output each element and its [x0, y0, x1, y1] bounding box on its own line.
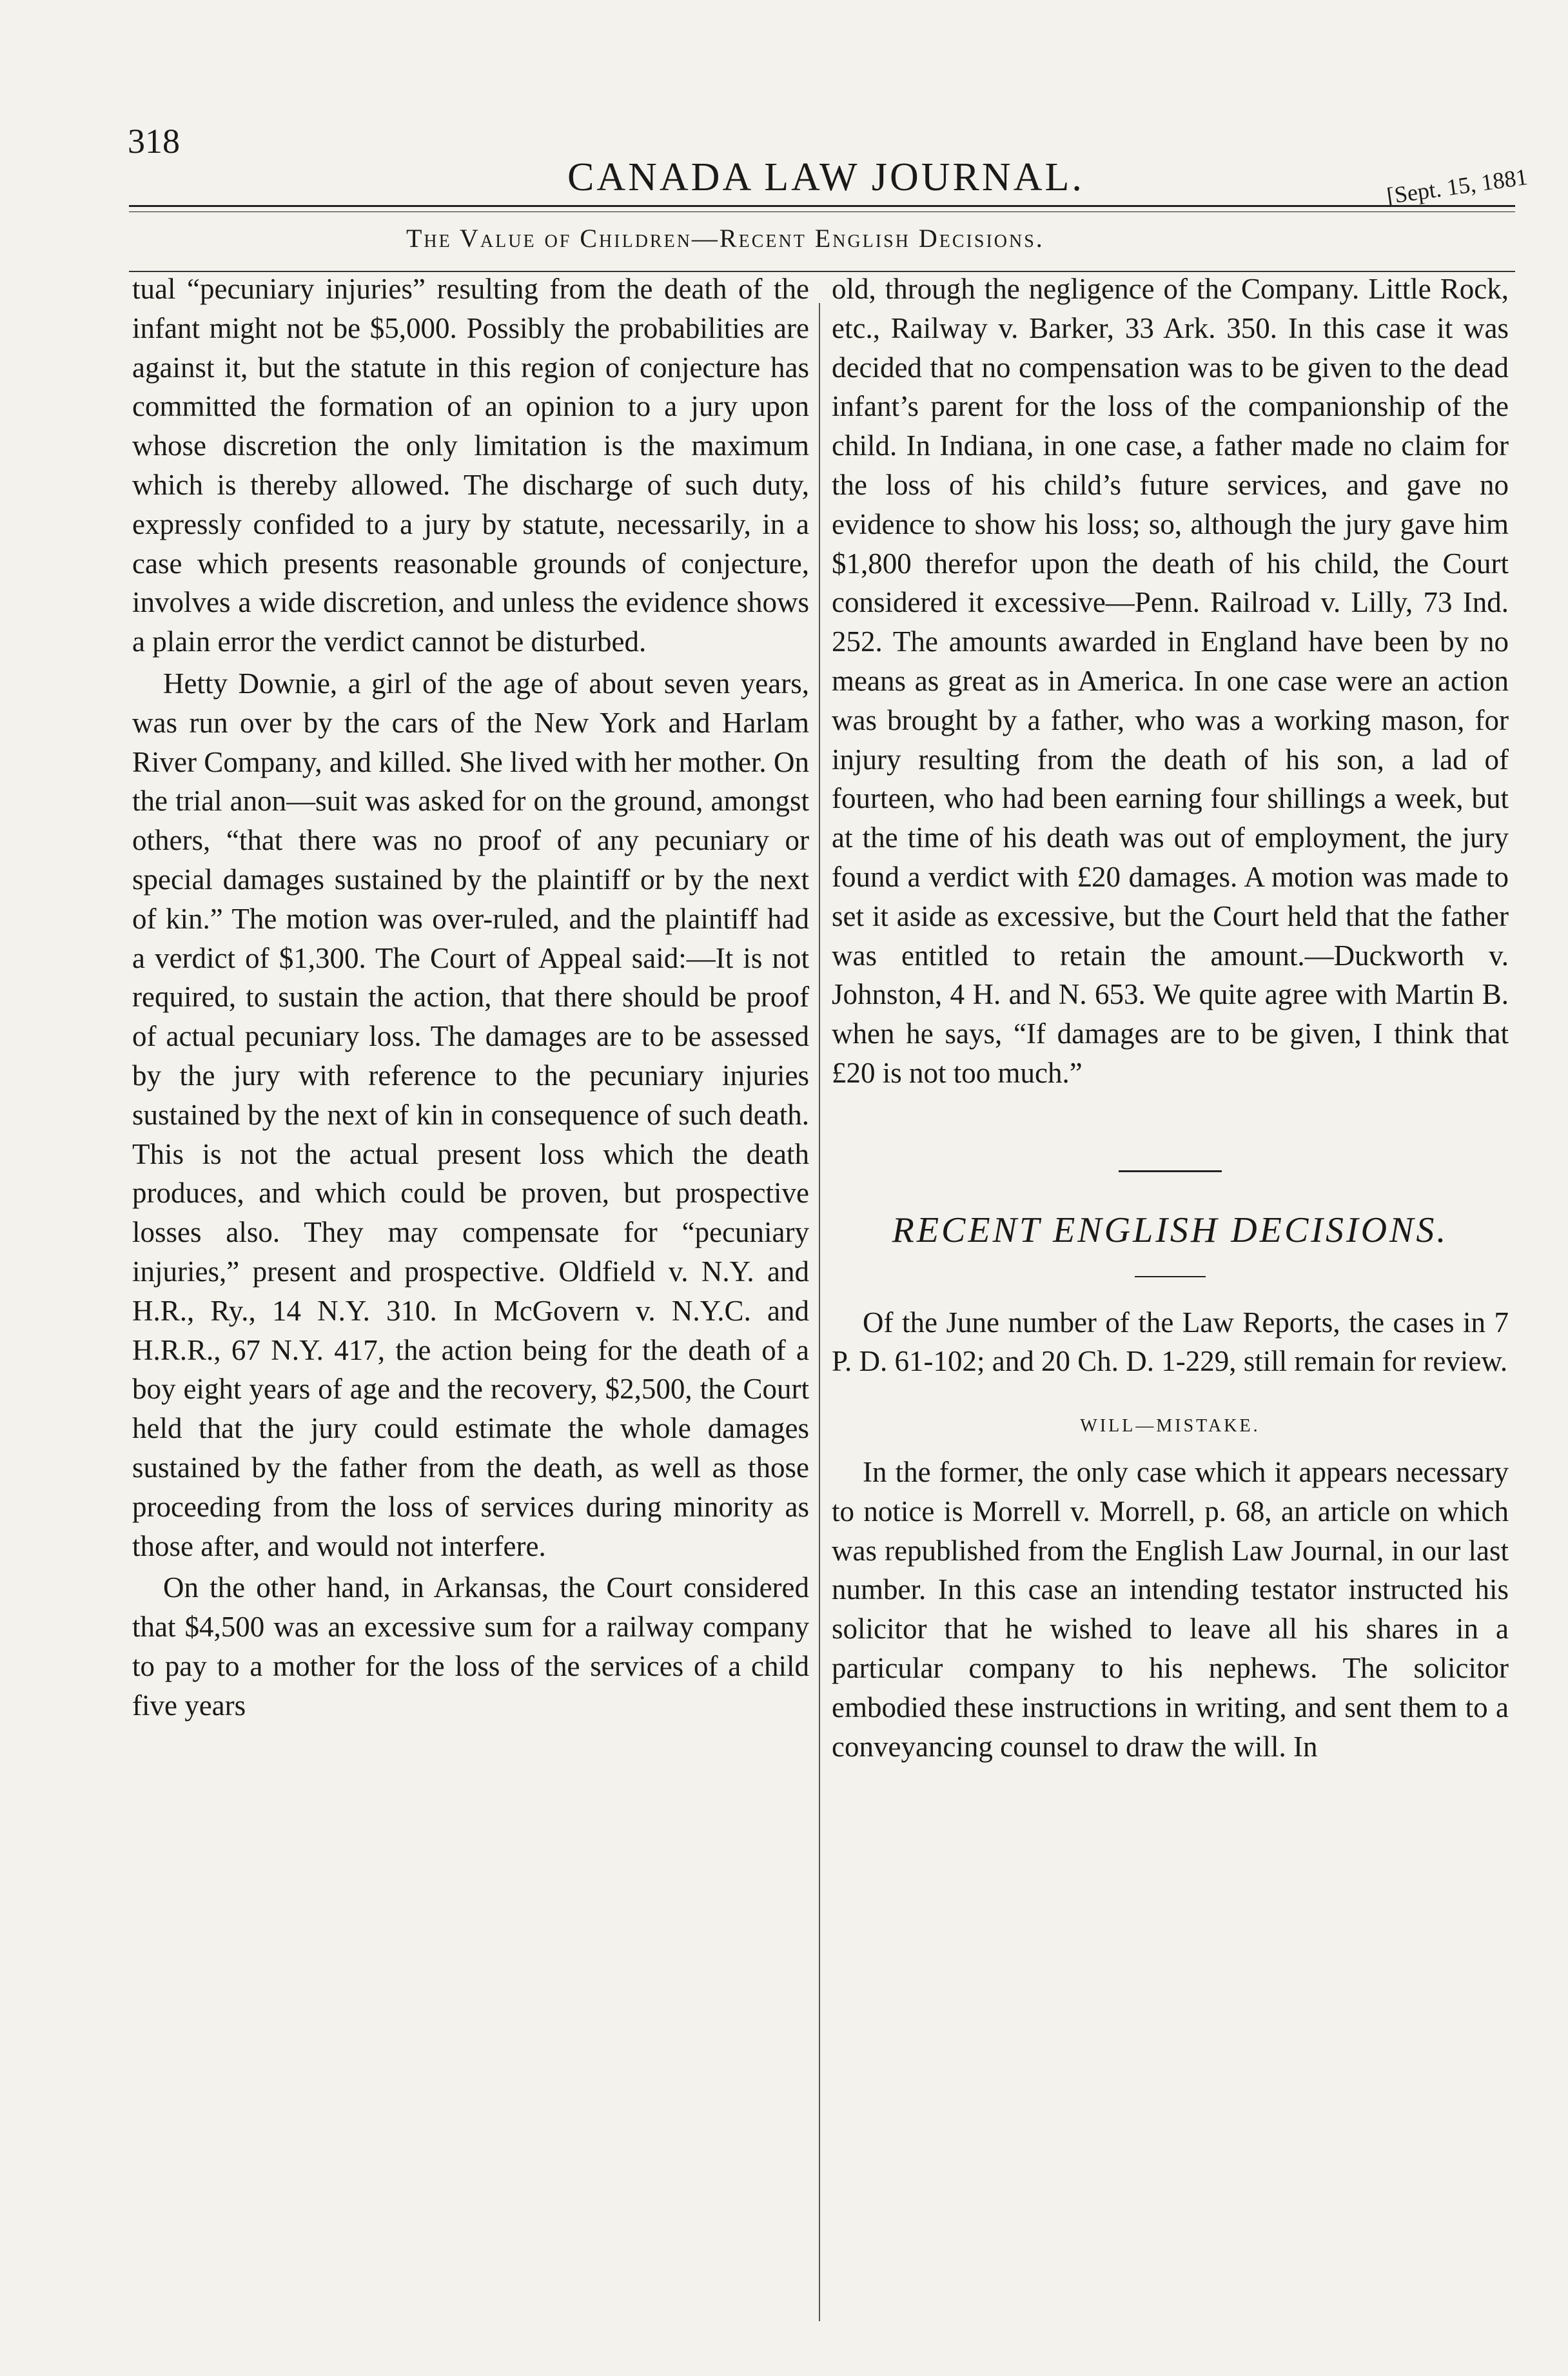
column-divider: [819, 303, 820, 2321]
left-column: [132, 270, 809, 1725]
journal-title: CANADA LAW JOURNAL.: [567, 155, 1084, 199]
left-paragraph-2: Hetty Downie, a girl of the age of about seven years, was run over by the cars of the New York and Harlam River Company, and killed. She lived with her mother. On the trial anon—suit was asked for on the ground, amongst others, “that there was no proof of any pecuniary or special damages sustained by the plaintiff or by the next of kin.” The motion was over-ruled, and the plaintiff had a verdict of $1,300. The Court of Appeal said:—It is not required, to sustain the action, that there should be proof of actual pecuniary loss. The damages are to be assessed by the jury with reference to the pecuniary injuries sustained by the next of kin in consequence of such death. This is not the actual present loss which the death produces, and which could be proven, but prospective losses also. They may compensate for “pecuniary injuries,” present and prospective. Oldfield v. N.Y. and H.R., Ry., 14 N.Y. 310. In McGovern v. N.Y.C. and H.R.R., 67 N.Y. 417, the action being for the death of a boy eight years of age and the recovery, $2,500, the Court held that the jury could estimate the whole damages sustained by the father from the death, as well as those proceeding from the loss of services during minority as those after, and would not interfere.: [132, 667, 809, 1562]
intro-paragraph: Of the June number of the Law Reports, the cases in 7 P. D. 61-102; and 20 Ch. D. 1-229, still remain for review.: [832, 1306, 1509, 1378]
running-head: The Value of Children—Recent English Decisions.: [406, 224, 1044, 253]
closing-paragraph: In the former, the only case which it appears necessary to notice is Morrell v. Morrell, p. 68, an article on which was republished from the English Law Journal, in our last number. In this case an intending testator instructed his solicitor that he wished to leave all his shares in a particular company to his nephews. The solicitor embodied these instructions in writing, and sent them to a conveyancing counsel to draw the will. In: [832, 1455, 1509, 1763]
section-title-rule: [1135, 1276, 1206, 1277]
issue-date: [Sept. 15, 1881: [1385, 163, 1529, 210]
left-paragraph-3: On the other hand, in Arkansas, the Court considered that $4,500 was an excessive sum for a railway company to pay to a mother for the loss of the services of a child five years: [132, 1571, 809, 1722]
section-title: RECENT ENGLISH DECISIONS.: [892, 1210, 1449, 1250]
header-rule: [129, 205, 1515, 212]
right-column: [832, 270, 1509, 1766]
subheading: WILL—MISTAKE.: [1080, 1416, 1260, 1437]
right-paragraph-1: old, through the negligence of the Company. Little Rock, etc., Railway v. Barker, 33 Ark. 350. In this case it was decided that no compensation was to be given to the dead infant’s parent for the loss of the companionship of the child. In Indiana, in one case, a father made no claim for the loss of his child’s future services, and gave no evidence to show his loss; so, although the jury gave him $1,800 therefor upon the death of his child, the Court considered it excessive—Penn. Railroad v. Lilly, 73 Ind. 252. The amounts awarded in England have been by no means as great as in America. In one case were an action was brought by a father, who was a working mason, for injury resulting from the death of his son, a lad of fourteen, who had been earning four shillings a week, but at the time of his death was out of employment, the jury found a verdict with £20 damages. A motion was made to set it aside as excessive, but the Court held that the father was entitled to retain the amount.—Duckworth v. Johnston, 4 H. and N. 653. We quite agree with Martin B. when he says, “If damages are to be given, I think that £20 is not too much.”: [832, 273, 1509, 1089]
section-divider: [1119, 1170, 1222, 1172]
page-number: 318: [128, 122, 180, 161]
left-paragraph-1: tual “pecuniary injuries” resulting from the death of the infant might not be $5,000. Possibly the probabilities are against it, but the statute in this region of conjecture has committed the formation of an opinion to a jury upon whose discretion the only limitation is the maximum which is thereby allowed. The discharge of such duty, expressly confided to a jury by statute, necessarily, in a case which presents reasonable grounds of conjecture, involves a wide discretion, and unless the evidence shows a plain error the verdict cannot be disturbed.: [132, 273, 809, 658]
